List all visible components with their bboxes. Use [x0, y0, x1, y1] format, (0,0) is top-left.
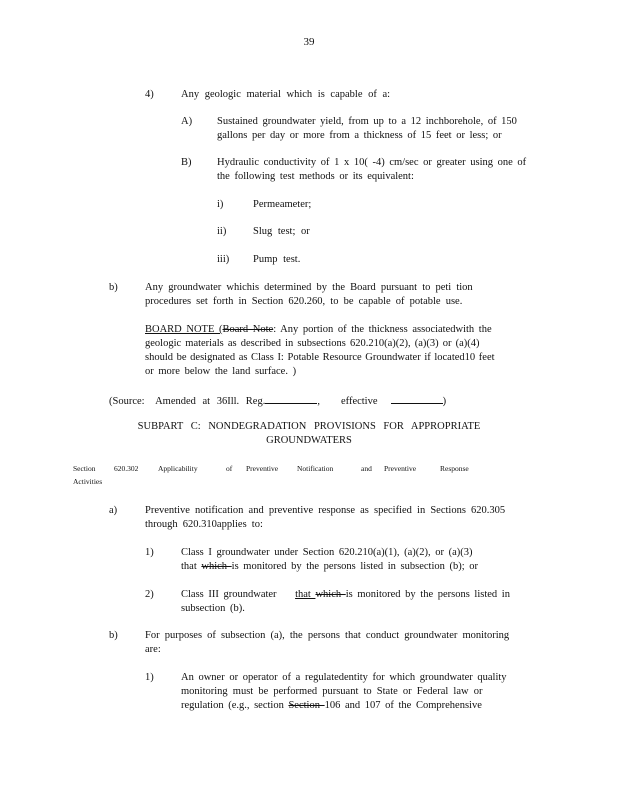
- section-word: Section: [73, 464, 96, 473]
- source-line: [109, 393, 446, 409]
- item-b-label: b): [109, 282, 118, 293]
- sec-b-line2: are:: [145, 644, 161, 655]
- source-prefix: (Source:: [109, 396, 145, 407]
- item-4a-label: A): [181, 116, 193, 127]
- board-note-line1-rest: : Any portion of the thickness associatedwith the: [273, 324, 492, 335]
- sec-b-1-line2: monitoring must be performed pursuant to State or Federal law or: [181, 686, 483, 697]
- board-note-line4: or more below the land surface. ): [145, 366, 297, 377]
- source-comma: ,: [317, 396, 320, 407]
- sec-a-2-struck: which: [315, 589, 346, 600]
- source-effective: effective: [340, 396, 378, 407]
- method-ii-text: Slug test; or: [253, 226, 310, 237]
- subpart-heading-line2: GROUNDWATERS: [266, 435, 352, 446]
- section-title-word-4: Notification: [297, 464, 334, 473]
- item-4a-line2: gallons per day or more from a thickness of 15 feet or less; or: [217, 130, 502, 141]
- sec-b-1-line3: [181, 699, 482, 713]
- board-note-struck: Board Note: [222, 324, 274, 335]
- item-b-line1: Any groundwater whichis determined by the Board pursuant to peti tion: [145, 282, 473, 293]
- sec-a-line2: through 620.310applies to:: [145, 519, 263, 530]
- page-number: 39: [303, 36, 315, 48]
- sec-a-1-label: 1): [145, 547, 154, 558]
- sec-b-1-label: 1): [145, 672, 154, 683]
- section-title-word-7: Response: [440, 464, 469, 473]
- sec-b-1-line3-post: 106 and 107 of the Comprehensive: [324, 700, 482, 711]
- method-iii-text: Pump test.: [253, 254, 301, 265]
- section-activities: Activities: [73, 477, 103, 486]
- sec-b-1-line1: An owner or operator of a regulatedentity for which groundwater quality: [181, 672, 507, 683]
- method-iii-label: iii): [217, 254, 230, 265]
- board-note-line2: geologic materials as described in subsections 620.210(a)(2), (a)(3) or (a)(4): [145, 338, 480, 349]
- item-4-label: 4): [145, 89, 154, 100]
- sec-b-label: b): [109, 630, 118, 641]
- sec-a-2-line2: subsection (b).: [181, 603, 245, 614]
- section-title-word-6: Preventive: [384, 464, 417, 473]
- sec-a-2-line1: [181, 588, 510, 602]
- item-4b-line1: Hydraulic conductivity of 1 x 10( -4) cm/sec or greater using one of: [217, 157, 527, 168]
- board-note-line3: should be designated as Class I: Potable Resource Groundwater if located10 feet: [145, 352, 495, 363]
- sec-a-2-line1-post: is monitored by the persons listed in: [345, 589, 510, 600]
- item-4-text: Any geologic material which is capable of a:: [181, 89, 391, 100]
- sec-b-1-struck: Section: [288, 700, 325, 711]
- method-ii-label: ii): [217, 226, 227, 237]
- source-amended: Amended at 36Ill. Reg.: [155, 396, 266, 407]
- sec-a-label: a): [109, 505, 118, 516]
- sec-a-2-inserted: that: [295, 589, 316, 600]
- subpart-heading-line1: SUBPART C: NONDEGRADATION PROVISIONS FOR APPROPRIATE: [137, 421, 481, 432]
- register-blank: [265, 393, 317, 404]
- board-note-line1: [145, 323, 492, 337]
- sec-b-1-line3-pre: regulation (e.g., section: [181, 700, 289, 711]
- sec-a-1-line2-pre: that: [181, 561, 202, 572]
- sec-a-2-line1-pre: Class III groundwater: [181, 589, 282, 600]
- source-close: ): [442, 396, 447, 407]
- section-title-word-3: Preventive: [246, 464, 279, 473]
- sec-a-1-line2: [181, 560, 478, 574]
- section-title-word-1: Applicability: [158, 464, 198, 473]
- method-i-text: Permeameter;: [253, 199, 312, 210]
- board-note-title: BOARD NOTE (: [145, 324, 223, 335]
- sec-a-2-label: 2): [145, 589, 154, 600]
- sec-a-1-struck: which: [201, 561, 232, 572]
- sec-b-line1: For purposes of subsection (a), the persons that conduct groundwater monitoring: [145, 630, 510, 641]
- section-title-word-2: of: [226, 464, 233, 473]
- sec-a-1-line1: Class I groundwater under Section 620.210(a)(1), (a)(2), or (a)(3): [181, 547, 473, 558]
- item-4b-line2: the following test methods or its equivalent:: [217, 171, 414, 182]
- item-b-line2: procedures set forth in Section 620.260, to be capable of potable use.: [145, 296, 463, 307]
- effective-date-blank: [391, 393, 443, 404]
- sec-a-line1: Preventive notification and preventive response as specified in Sections 620.305: [145, 505, 506, 516]
- item-4b-label: B): [181, 157, 192, 168]
- section-title-word-5: and: [361, 464, 372, 473]
- section-number: 620.302: [114, 464, 139, 473]
- item-4a-line1: Sustained groundwater yield, from up to a 12 inchborehole, of 150: [217, 116, 517, 127]
- method-i-label: i): [217, 199, 224, 210]
- sec-a-1-line2-post: is monitored by the persons listed in subsection (b); or: [231, 561, 479, 572]
